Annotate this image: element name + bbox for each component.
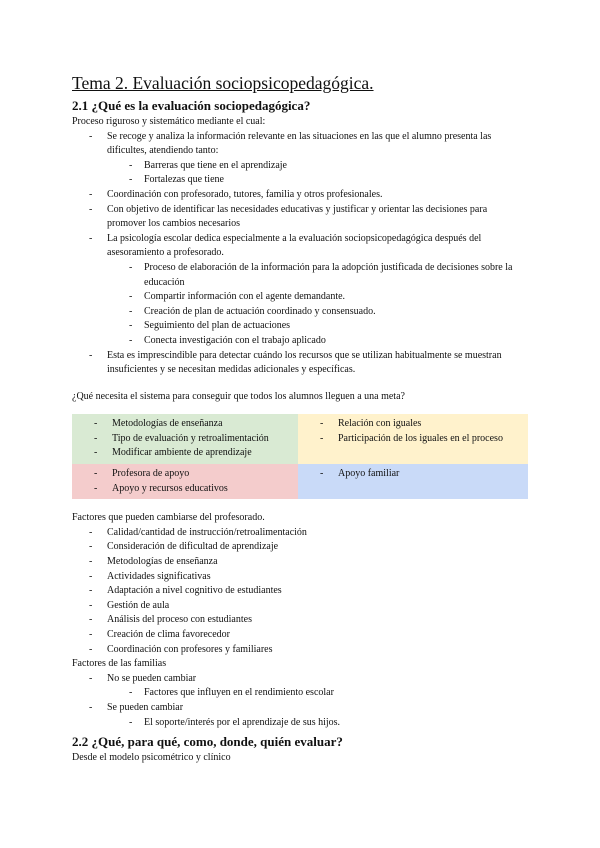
grid-cell-red	[72, 464, 298, 499]
list-item-text: Se pueden cambiar	[107, 701, 184, 713]
question-text: ¿Qué necesita el sistema para conseguir que todos los alumnos lleguen a una meta?	[72, 390, 405, 402]
section-2-1-list	[72, 130, 528, 378]
list-item: - Metodologías de enseñanza	[72, 555, 528, 570]
grid-item: - Modificar ambiente de aprendizaje	[72, 446, 298, 461]
section-2-2-heading: 2.2 ¿Qué, para qué, como, donde, quién evaluar?	[72, 734, 343, 750]
list-item: - Coordinación con profesorado, tutores, familia y otros profesionales.	[72, 188, 528, 203]
sub-list	[72, 159, 528, 188]
sub-list-item: - Conecta investigación con el trabajo aplicado	[72, 334, 528, 349]
grid-item: - Relación con iguales	[298, 417, 528, 432]
familias-intro: Factores de las familias	[72, 658, 167, 670]
list-item: - Creación de clima favorecedor	[72, 628, 528, 643]
list-item	[72, 701, 528, 730]
sub-list-item: - Factores que influyen en el rendimiento escolar	[72, 686, 528, 701]
sub-list	[72, 261, 528, 349]
document-title: Tema 2. Evaluación sociopsicopedagógica.	[72, 73, 374, 93]
list-item	[72, 130, 528, 188]
list-item-text: La psicología escolar dedica especialmente a la evaluación sociopsicopedagógica después del asesoramiento a profesorado.	[107, 232, 482, 259]
section-2-1-heading: 2.1 ¿Qué es la evaluación sociopedagógica?	[72, 98, 311, 113]
list-item-text: Se recoge y analiza la información relevante en las situaciones en las que el alumno presenta las dificultes, atendiendo tanto:	[107, 130, 492, 157]
list-item-text: No se pueden cambiar	[107, 672, 197, 684]
grid-cell-blue	[298, 464, 528, 499]
list-item: - Gestión de aula	[72, 599, 528, 614]
sub-list-item: - Compartir información con el agente demandante.	[72, 290, 528, 305]
sub-list-item: - El soporte/interés por el aprendizaje de sus hijos.	[72, 716, 528, 731]
list-item: - Calidad/cantidad de instrucción/retroalimentación	[72, 526, 528, 541]
needs-grid	[72, 414, 528, 499]
grid-item: - Apoyo y recursos educativos	[72, 482, 298, 497]
list-item: - Coordinación con profesores y familiares	[72, 643, 528, 658]
section-2-1-intro: Proceso riguroso y sistemático mediante el cual:	[72, 116, 266, 127]
profesorado-list	[72, 526, 528, 657]
list-item: - Actividades significativas	[72, 570, 528, 585]
sub-list-item: - Barreras que tiene en el aprendizaje	[72, 159, 528, 174]
list-item: - Adaptación a nivel cognitivo de estudiantes	[72, 584, 528, 599]
list-item	[72, 672, 528, 701]
grid-cell-green	[72, 414, 298, 464]
sub-list-item: - Proceso de elaboración de la información para la adopción justificada de decisiones sobre la educación	[72, 261, 528, 290]
grid-item: - Metodologías de enseñanza	[72, 417, 298, 432]
list-item: - Esta es imprescindible para detectar cuándo los recursos que se utilizan habitualmente se muestran insuficientes y se necesitan medidas adicionales y específicas.	[72, 349, 528, 378]
section-2-2-intro: Desde el modelo psicométrico y clínico	[72, 752, 231, 764]
list-item	[72, 232, 528, 349]
document-page	[72, 72, 528, 766]
familias-list	[72, 672, 528, 730]
sub-list-item: - Creación de plan de actuación coordinado y consensuado.	[72, 305, 528, 320]
sub-list-item: - Seguimiento del plan de actuaciones	[72, 319, 528, 334]
grid-cell-yellow	[298, 414, 528, 464]
grid-item: - Tipo de evaluación y retroalimentación	[72, 432, 298, 447]
list-item: - Consideración de dificultad de aprendizaje	[72, 540, 528, 555]
sub-list-item: - Fortalezas que tiene	[72, 173, 528, 188]
grid-item: - Participación de los iguales en el proceso	[298, 432, 528, 447]
list-item: - Con objetivo de identificar las necesidades educativas y justificar y orientar las decisiones para promover los cambios necesarios	[72, 203, 528, 232]
profesorado-intro: Factores que pueden cambiarse del profesorado.	[72, 512, 265, 524]
list-item: - Análisis del proceso con estudiantes	[72, 613, 528, 628]
grid-item: - Profesora de apoyo	[72, 467, 298, 482]
grid-item: - Apoyo familiar	[298, 467, 528, 482]
